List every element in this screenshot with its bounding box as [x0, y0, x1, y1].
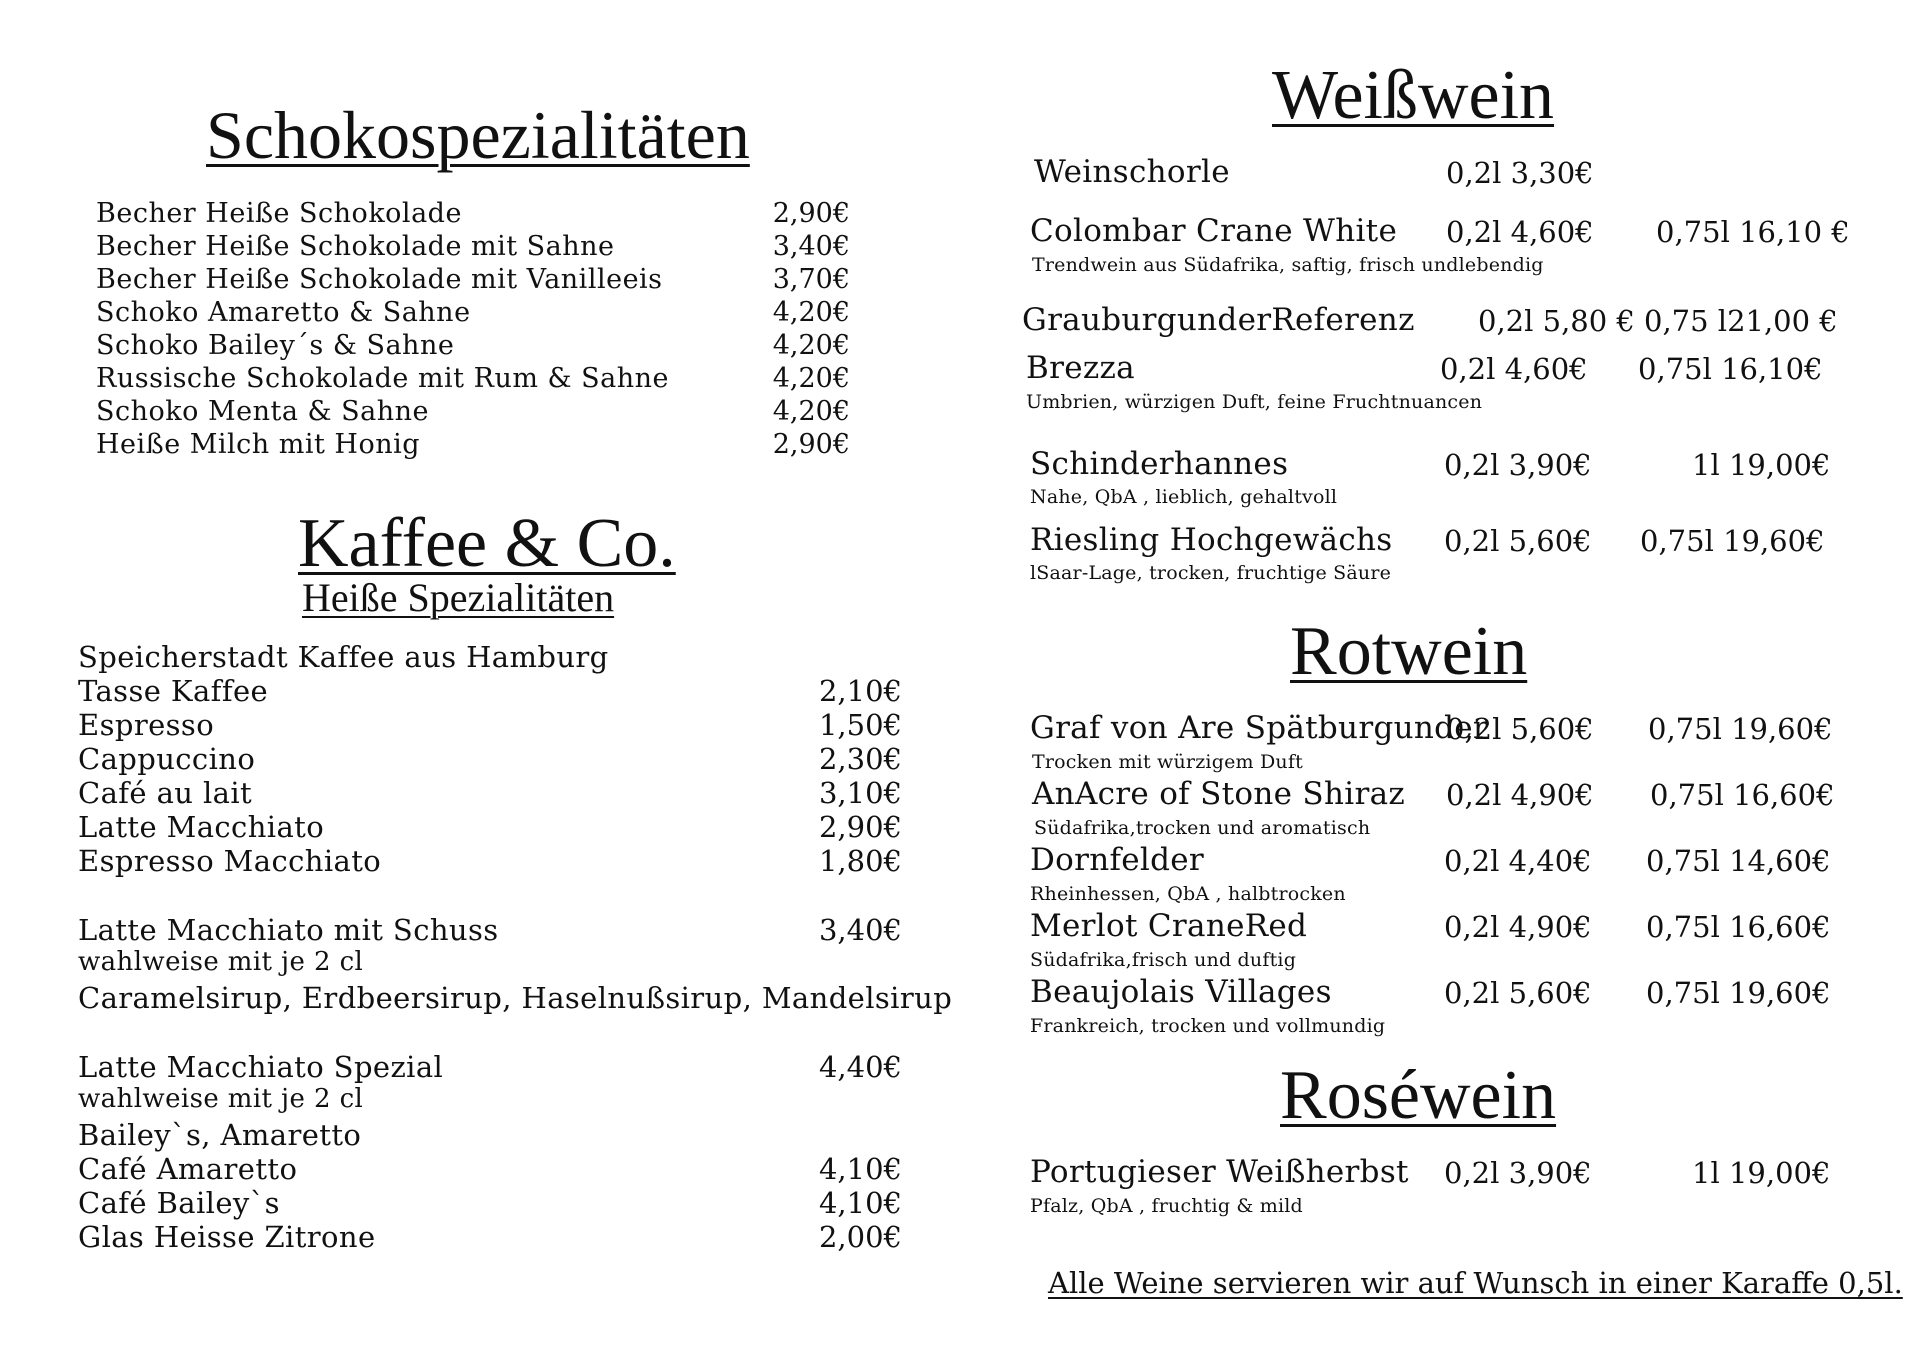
menu-item-name: Espresso Macchiato [78, 844, 382, 878]
menu-item-price: 2,90€ [772, 198, 850, 229]
wine-name: Dornfelder [1030, 842, 1205, 878]
wine-price-bottle: 0,75l 19,60€ [1640, 524, 1825, 558]
kaffee-intro: Speicherstadt Kaffee aus Hamburg [78, 640, 609, 674]
wine-name: GrauburgunderReferenz [1022, 302, 1415, 338]
wine-price-small: 0,2l 4,90€ [1446, 778, 1594, 812]
menu-item-name: Espresso [78, 708, 215, 742]
wine-name: Portugieser Weißherbst [1030, 1154, 1409, 1190]
kaffee-subtitle: Heiße Spezialitäten [302, 575, 615, 620]
menu-item-name: Glas Heisse Zitrone [78, 1220, 376, 1254]
menu-item-price: 3,40€ [772, 231, 850, 262]
menu-item-name: Schoko Bailey´s & Sahne [96, 330, 455, 361]
kaffee-title: Kaffee & Co. [298, 505, 676, 582]
wine-name: Merlot CraneRed [1030, 908, 1308, 944]
menu-item-name: Cappuccino [78, 742, 256, 776]
menu-item-price: 4,10€ [818, 1186, 902, 1220]
wine-price-bottle: 0,75l 14,60€ [1646, 844, 1831, 878]
wine-price-small: 0,2l 5,60€ [1444, 524, 1592, 558]
wine-name: Weinschorle [1034, 154, 1230, 190]
menu-item-name: Heiße Milch mit Honig [96, 429, 421, 460]
menu-item-options: Caramelsirup, Erdbeersirup, Haselnußsirup, Mandelsirup [78, 981, 953, 1015]
menu-item-options: Bailey`s, Amaretto [78, 1118, 362, 1152]
menu-item-price: 4,20€ [772, 396, 850, 427]
wine-price-small: 0,2l 5,60€ [1444, 976, 1592, 1010]
menu-item-price: 1,80€ [818, 844, 902, 878]
wine-name: Colombar Crane White [1030, 213, 1398, 249]
menu-item-price: 2,30€ [818, 742, 902, 776]
menu-item-name: Becher Heiße Schokolade mit Vanilleeis [96, 264, 663, 295]
menu-item-note: wahlweise mit je 2 cl [78, 1084, 364, 1114]
menu-item-name: Café au lait [78, 776, 253, 810]
menu-item-name: Café Amaretto [78, 1152, 298, 1186]
menu-item-price: 4,10€ [818, 1152, 902, 1186]
wine-price-small: 0,2l 5,80 € [1478, 304, 1635, 338]
wine-price-small: 0,2l 3,90€ [1444, 448, 1592, 482]
menu-item-price: 3,10€ [818, 776, 902, 810]
wine-description: Rheinhessen, QbA , halbtrocken [1030, 883, 1346, 905]
wine-price-small: 0,2l 5,60€ [1446, 712, 1594, 746]
wine-description: Südafrika,frisch und duftig [1030, 949, 1297, 971]
wine-price-bottle: 0,75l 16,60€ [1650, 778, 1835, 812]
wine-description: Trocken mit würzigem Duft [1032, 751, 1303, 773]
menu-item-name: Latte Macchiato mit Schuss [78, 913, 499, 947]
wine-name: Graf von Are Spätburgunder [1030, 710, 1489, 746]
wine-description: Pfalz, QbA , fruchtig & mild [1030, 1195, 1303, 1217]
menu-item-price: 2,00€ [818, 1220, 902, 1254]
weisswein-title: Weißwein [1272, 57, 1555, 134]
wine-price-bottle: 0,75l 19,60€ [1648, 712, 1833, 746]
wine-price-small: 0,2l 3,30€ [1446, 156, 1594, 190]
wine-description: Südafrika,trocken und aromatisch [1034, 817, 1371, 839]
menu-item-price: 4,20€ [772, 330, 850, 361]
menu-item-name: Russische Schokolade mit Rum & Sahne [96, 363, 669, 394]
menu-item-name: Latte Macchiato [78, 810, 325, 844]
menu-item-price: 1,50€ [818, 708, 902, 742]
menu-item-price: 3,40€ [818, 913, 902, 947]
menu-item-name: Becher Heiße Schokolade mit Sahne [96, 231, 615, 262]
menu-item-price: 2,90€ [818, 810, 902, 844]
wine-name: Beaujolais Villages [1030, 974, 1332, 1010]
wine-description: Nahe, QbA , lieblich, gehaltvoll [1030, 486, 1338, 508]
menu-item-note: wahlweise mit je 2 cl [78, 947, 364, 977]
menu-item-price: 3,70€ [772, 264, 850, 295]
rotwein-title: Rotwein [1290, 613, 1528, 690]
wine-price-small: 0,2l 4,90€ [1444, 910, 1592, 944]
wine-price-bottle: 0,75l 19,60€ [1646, 976, 1831, 1010]
wine-price-bottle: 0,75l 16,10€ [1638, 352, 1823, 386]
wine-name: Brezza [1026, 350, 1135, 386]
menu-item-price: 2,10€ [818, 674, 902, 708]
wine-price-small: 0,2l 4,40€ [1444, 844, 1592, 878]
wine-price-bottle: 0,75 l21,00 € [1644, 304, 1838, 338]
menu-item-price: 4,20€ [772, 363, 850, 394]
menu-item-price: 4,40€ [818, 1050, 902, 1084]
wine-price-bottle: 1l 19,00€ [1692, 448, 1831, 482]
karaffe-footnote: Alle Weine servieren wir auf Wunsch in einer Karaffe 0,5l. [1048, 1266, 1903, 1300]
menu-item-name: Latte Macchiato Spezial [78, 1050, 444, 1084]
menu-item-name: Schoko Amaretto & Sahne [96, 297, 471, 328]
menu-item-name: Café Bailey`s [78, 1186, 280, 1220]
wine-price-small: 0,2l 4,60€ [1440, 352, 1588, 386]
menu-item-name: Tasse Kaffee [78, 674, 269, 708]
wine-name: Riesling Hochgewächs [1030, 522, 1393, 558]
menu-item-price: 2,90€ [772, 429, 850, 460]
wine-price-small: 0,2l 4,60€ [1446, 215, 1594, 249]
wine-price-bottle: 0,75l 16,10 € [1656, 215, 1850, 249]
wine-name: AnAcre of Stone Shiraz [1032, 776, 1405, 812]
menu-item-price: 4,20€ [772, 297, 850, 328]
wine-price-bottle: 1l 19,00€ [1692, 1156, 1831, 1190]
schoko-title: Schokospezialitäten [206, 97, 750, 173]
wine-price-small: 0,2l 3,90€ [1444, 1156, 1592, 1190]
wine-description: lSaar-Lage, trocken, fruchtige Säure [1030, 562, 1392, 584]
rosewein-title: Roséwein [1280, 1057, 1557, 1134]
wine-price-bottle: 0,75l 16,60€ [1646, 910, 1831, 944]
wine-name: Schinderhannes [1030, 446, 1289, 482]
wine-description: Trendwein aus Südafrika, saftig, frisch undlebendig [1032, 254, 1544, 276]
menu-item-name: Becher Heiße Schokolade [96, 198, 462, 229]
wine-description: Frankreich, trocken und vollmundig [1030, 1015, 1386, 1037]
wine-description: Umbrien, würzigen Duft, feine Fruchtnuancen [1026, 391, 1483, 413]
menu-item-name: Schoko Menta & Sahne [96, 396, 429, 427]
